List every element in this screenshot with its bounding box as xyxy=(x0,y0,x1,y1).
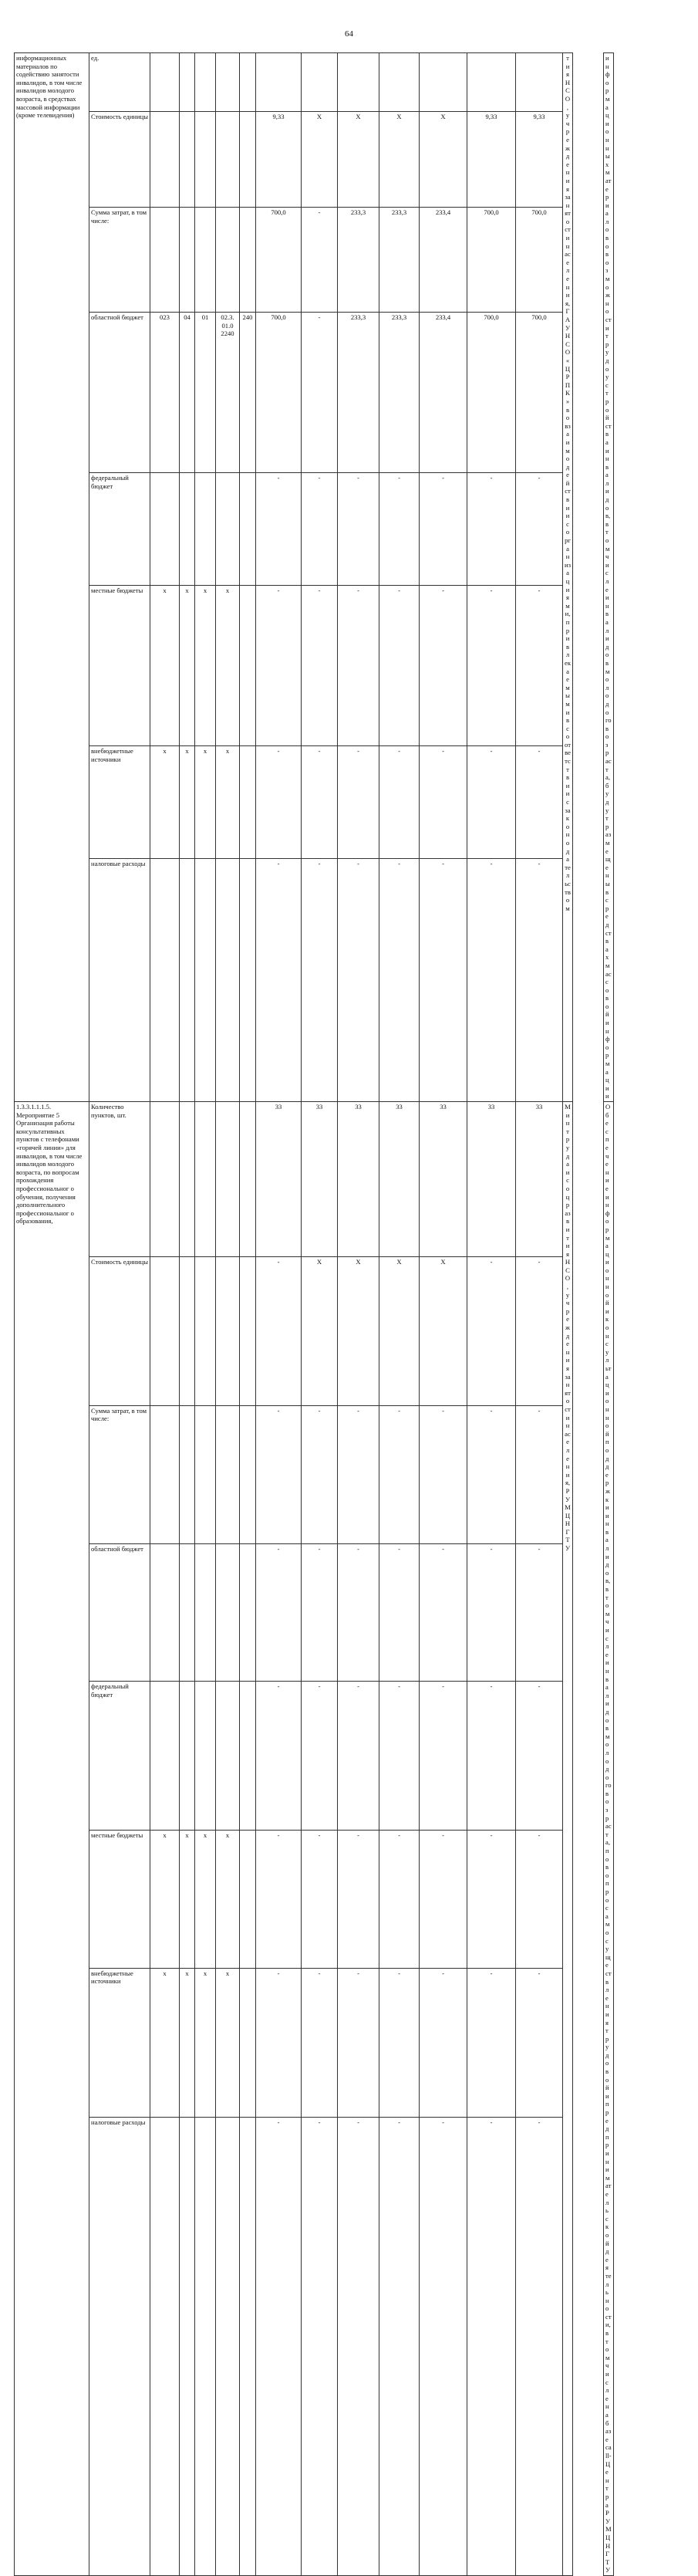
budget-code-cell: х xyxy=(216,1968,240,2117)
budget-code-cell xyxy=(240,1831,256,1968)
value-cell: - xyxy=(256,586,302,746)
value-cell: - xyxy=(467,859,516,1102)
value-cell: - xyxy=(379,472,420,585)
budget-code-cell xyxy=(195,1544,216,1682)
value-cell: - xyxy=(302,2117,338,2575)
value-cell: 700,0 xyxy=(467,208,516,313)
value-cell: - xyxy=(338,1544,379,1682)
value-cell: 233,3 xyxy=(338,313,379,473)
budget-code-cell xyxy=(150,1405,180,1544)
budget-code-cell xyxy=(150,1102,180,1257)
value-cell: - xyxy=(302,1831,338,1968)
budget-code-cell: х xyxy=(195,586,216,746)
value-cell: - xyxy=(420,1831,467,1968)
value-cell: - xyxy=(256,859,302,1102)
indicator-label: федеральный бюджет xyxy=(89,472,150,585)
value-cell: 700,0 xyxy=(467,313,516,473)
value-cell: 233,4 xyxy=(420,313,467,473)
value-cell: - xyxy=(302,313,338,473)
budget-code-cell: х xyxy=(150,746,180,859)
table-row xyxy=(15,53,686,112)
value-cell: - xyxy=(420,1544,467,1682)
budget-code-cell: х xyxy=(216,746,240,859)
value-cell: - xyxy=(467,586,516,746)
budget-code-cell xyxy=(216,1405,240,1544)
budget-code-cell xyxy=(150,1544,180,1682)
value-cell: 33 xyxy=(256,1102,302,1257)
executor-cell: тия НСО, учрежден ия занятости населени я, ГАУ НСО «ЦРПК» во взаимоде йствии с организа циями, привлека емыми в соответст вии с законода тельство м xyxy=(563,53,573,1102)
budget-code-cell xyxy=(150,2117,180,2575)
indicator-label: Стоимость единицы xyxy=(89,1256,150,1405)
executor-cell: Минтруд а и соцразви тия НСО, учрежден ия занятости населени я, РУМЦ НГТУ xyxy=(563,1102,573,2576)
value-cell: - xyxy=(256,1405,302,1544)
value-cell: - xyxy=(467,1682,516,1831)
value-cell: 700,0 xyxy=(516,313,563,473)
value-cell: - xyxy=(379,1682,420,1831)
indicator-label: Количество пунктов, шт. xyxy=(89,1102,150,1257)
budget-code-cell xyxy=(240,53,256,112)
budget-code-cell xyxy=(180,2117,195,2575)
value-cell: Х xyxy=(302,112,338,208)
budget-code-cell xyxy=(180,472,195,585)
value-cell: Х xyxy=(420,112,467,208)
value-cell xyxy=(338,53,379,112)
budget-code-cell xyxy=(216,208,240,313)
value-cell: Х xyxy=(338,112,379,208)
value-cell: - xyxy=(420,1682,467,1831)
value-cell: - xyxy=(256,746,302,859)
value-cell: 233,3 xyxy=(379,313,420,473)
value-cell: - xyxy=(379,746,420,859)
budget-code-cell xyxy=(216,112,240,208)
value-cell: 9,33 xyxy=(256,112,302,208)
budget-code-cell: х xyxy=(150,586,180,746)
value-cell: - xyxy=(420,586,467,746)
indicator-label: Стоимость единицы xyxy=(89,112,150,208)
value-cell: - xyxy=(516,586,563,746)
indicator-label: внебюджетные источники xyxy=(89,746,150,859)
value-cell: - xyxy=(338,2117,379,2575)
value-cell: - xyxy=(516,1256,563,1405)
budget-code-cell xyxy=(240,586,256,746)
value-cell: 33 xyxy=(420,1102,467,1257)
value-cell: - xyxy=(516,2117,563,2575)
value-cell: - xyxy=(256,1544,302,1682)
budget-code-cell xyxy=(195,112,216,208)
value-cell: - xyxy=(467,1544,516,1682)
value-cell: - xyxy=(516,1405,563,1544)
value-cell: - xyxy=(379,586,420,746)
budget-code-cell xyxy=(150,53,180,112)
budget-code-cell xyxy=(240,746,256,859)
budget-code-cell xyxy=(180,1256,195,1405)
budget-code-cell xyxy=(240,1102,256,1257)
table-row xyxy=(15,1102,686,1257)
value-cell: - xyxy=(302,472,338,585)
value-cell: - xyxy=(420,472,467,585)
value-cell: - xyxy=(302,586,338,746)
value-cell: - xyxy=(379,2117,420,2575)
value-cell: 9,33 xyxy=(516,112,563,208)
value-cell: Х xyxy=(420,1256,467,1405)
column-gap xyxy=(573,53,604,1102)
indicator-label: Сумма затрат, в том числе: xyxy=(89,208,150,313)
value-cell: - xyxy=(379,1405,420,1544)
value-cell: - xyxy=(467,1405,516,1544)
value-cell: - xyxy=(256,1968,302,2117)
value-cell: - xyxy=(379,1544,420,1682)
value-cell: - xyxy=(516,472,563,585)
value-cell: - xyxy=(338,1968,379,2117)
budget-code-cell xyxy=(240,1405,256,1544)
budget-code-cell xyxy=(240,859,256,1102)
value-cell: - xyxy=(467,2117,516,2575)
indicator-label: внебюджетные источники xyxy=(89,1968,150,2117)
value-cell xyxy=(302,53,338,112)
budget-code-cell xyxy=(216,1544,240,1682)
value-cell: - xyxy=(379,1968,420,2117)
value-cell: - xyxy=(302,1405,338,1544)
budget-code-cell: х xyxy=(216,1831,240,1968)
result-cell: Обеспечение информационной и консультационной поддержки инвалидов, в том числе инвалидов молодого возраста, по вопросам осуществления трудовой и предпринимательс кой деятельности, в том числе на базе call-Центра РУМЦ НГТУ xyxy=(604,1102,614,2576)
indicator-label: областной бюджет xyxy=(89,1544,150,1682)
value-cell: 233,3 xyxy=(379,208,420,313)
value-cell: - xyxy=(302,859,338,1102)
value-cell: - xyxy=(338,1405,379,1544)
budget-code-cell xyxy=(240,112,256,208)
indicator-label: ед. xyxy=(89,53,150,112)
budget-code-cell xyxy=(195,1256,216,1405)
value-cell: - xyxy=(467,1968,516,2117)
value-cell: - xyxy=(338,859,379,1102)
budget-code-cell: х xyxy=(195,1831,216,1968)
value-cell: - xyxy=(516,1831,563,1968)
value-cell: 33 xyxy=(467,1102,516,1257)
value-cell: 33 xyxy=(338,1102,379,1257)
budget-code-cell: х xyxy=(195,746,216,859)
budget-code-cell: х xyxy=(180,586,195,746)
value-cell xyxy=(379,53,420,112)
budget-code-cell xyxy=(195,1682,216,1831)
value-cell xyxy=(256,53,302,112)
budget-code-cell: х xyxy=(180,1968,195,2117)
value-cell: 233,3 xyxy=(338,208,379,313)
indicator-label: федеральный бюджет xyxy=(89,1682,150,1831)
value-cell: - xyxy=(338,472,379,585)
budget-code-cell xyxy=(240,208,256,313)
budget-code-cell xyxy=(150,112,180,208)
value-cell: - xyxy=(467,1831,516,1968)
value-cell: - xyxy=(256,2117,302,2575)
measures-table xyxy=(14,52,686,2576)
budget-code-cell xyxy=(180,53,195,112)
budget-code-cell xyxy=(150,1256,180,1405)
value-cell: - xyxy=(338,1682,379,1831)
value-cell: - xyxy=(420,1968,467,2117)
budget-code-cell xyxy=(240,1256,256,1405)
budget-code-cell xyxy=(150,859,180,1102)
value-cell: - xyxy=(467,472,516,585)
indicator-label: областной бюджет xyxy=(89,313,150,473)
budget-code-cell xyxy=(180,1682,195,1831)
budget-code-cell xyxy=(216,1256,240,1405)
indicator-label: Сумма затрат, в том числе: xyxy=(89,1405,150,1544)
budget-code-cell xyxy=(195,1405,216,1544)
budget-code-cell xyxy=(150,472,180,585)
budget-code-cell xyxy=(216,2117,240,2575)
budget-code-cell xyxy=(180,1102,195,1257)
budget-code-cell xyxy=(216,1682,240,1831)
value-cell: - xyxy=(256,1682,302,1831)
value-cell: - xyxy=(379,859,420,1102)
budget-code-cell xyxy=(195,472,216,585)
value-cell xyxy=(467,53,516,112)
budget-code-cell xyxy=(150,1682,180,1831)
value-cell: - xyxy=(302,746,338,859)
value-cell: 9,33 xyxy=(467,112,516,208)
indicator-label: налоговые расходы xyxy=(89,859,150,1102)
budget-code-cell: х xyxy=(150,1968,180,2117)
budget-code-cell xyxy=(180,1544,195,1682)
indicator-label: местные бюджеты xyxy=(89,586,150,746)
budget-code-cell: х xyxy=(150,1831,180,1968)
budget-code-cell xyxy=(150,208,180,313)
value-cell: - xyxy=(302,1544,338,1682)
value-cell: - xyxy=(420,746,467,859)
budget-code-cell xyxy=(216,859,240,1102)
budget-code-cell: х xyxy=(195,1968,216,2117)
budget-code-cell xyxy=(240,1544,256,1682)
value-cell: 33 xyxy=(302,1102,338,1257)
value-cell: 33 xyxy=(516,1102,563,1257)
value-cell: Х xyxy=(379,1256,420,1405)
value-cell: - xyxy=(256,472,302,585)
budget-code-cell xyxy=(216,472,240,585)
budget-code-cell: х xyxy=(180,1831,195,1968)
value-cell: - xyxy=(256,1831,302,1968)
budget-code-cell: 240 xyxy=(240,313,256,473)
value-cell: 33 xyxy=(379,1102,420,1257)
value-cell: - xyxy=(338,746,379,859)
value-cell: - xyxy=(338,1831,379,1968)
budget-code-cell xyxy=(195,1102,216,1257)
value-cell: - xyxy=(516,746,563,859)
indicator-label: налоговые расходы xyxy=(89,2117,150,2575)
value-cell: - xyxy=(338,586,379,746)
value-cell: - xyxy=(467,1256,516,1405)
value-cell: - xyxy=(516,1682,563,1831)
value-cell xyxy=(516,53,563,112)
value-cell: Х xyxy=(302,1256,338,1405)
budget-code-cell xyxy=(240,472,256,585)
budget-code-cell xyxy=(240,1682,256,1831)
value-cell: - xyxy=(516,1968,563,2117)
result-cell: информационных материалов о возможности трудоустройства инвалидов, в том числе инвалидов молодого возраста, будут размещены в средствах массовой информации xyxy=(604,53,614,1102)
measure-name-cell: информационных материалов по содействию занятости инвалидов, в том числе инвалидов молодого возраста, в средствах массовой информации (кроме телевидения) xyxy=(15,53,89,1102)
value-cell: 233,4 xyxy=(420,208,467,313)
value-cell xyxy=(420,53,467,112)
value-cell: - xyxy=(302,1682,338,1831)
budget-code-cell xyxy=(216,1102,240,1257)
budget-code-cell: х xyxy=(216,586,240,746)
value-cell: - xyxy=(420,2117,467,2575)
value-cell: Х xyxy=(379,112,420,208)
column-gap xyxy=(573,1102,604,2576)
budget-code-cell: 02.3. 01.0 2240 xyxy=(216,313,240,473)
budget-code-cell xyxy=(195,2117,216,2575)
page-number: 64 xyxy=(345,29,353,39)
value-cell: - xyxy=(302,1968,338,2117)
budget-code-cell xyxy=(195,53,216,112)
budget-code-cell xyxy=(180,112,195,208)
budget-code-cell xyxy=(180,859,195,1102)
budget-code-cell: х xyxy=(180,746,195,859)
value-cell: - xyxy=(516,859,563,1102)
budget-code-cell xyxy=(180,208,195,313)
budget-code-cell xyxy=(195,859,216,1102)
budget-code-cell xyxy=(240,1968,256,2117)
budget-code-cell: 023 xyxy=(150,313,180,473)
value-cell: - xyxy=(302,208,338,313)
value-cell: - xyxy=(516,1544,563,1682)
indicator-label: местные бюджеты xyxy=(89,1831,150,1968)
value-cell: 700,0 xyxy=(516,208,563,313)
budget-code-cell xyxy=(195,208,216,313)
value-cell: 700,0 xyxy=(256,313,302,473)
value-cell: - xyxy=(256,1256,302,1405)
budget-code-cell: 04 xyxy=(180,313,195,473)
value-cell: - xyxy=(379,1831,420,1968)
value-cell: Х xyxy=(338,1256,379,1405)
value-cell: 700,0 xyxy=(256,208,302,313)
budget-code-cell: 01 xyxy=(195,313,216,473)
value-cell: - xyxy=(420,859,467,1102)
budget-code-cell xyxy=(240,2117,256,2575)
budget-code-cell xyxy=(180,1405,195,1544)
budget-code-cell xyxy=(216,53,240,112)
value-cell: - xyxy=(420,1405,467,1544)
value-cell: - xyxy=(467,746,516,859)
measure-name-cell: 1.3.3.1.1.1.5. Мероприятие 5 Организация работы консультативных пунктов с телефонами «горячей линии» для инвалидов, в том числе инвалидов молодого возраста, по вопросам прохождения профессиональног о обучения, получения дополнительного профессиональног о образования, xyxy=(15,1102,89,2576)
